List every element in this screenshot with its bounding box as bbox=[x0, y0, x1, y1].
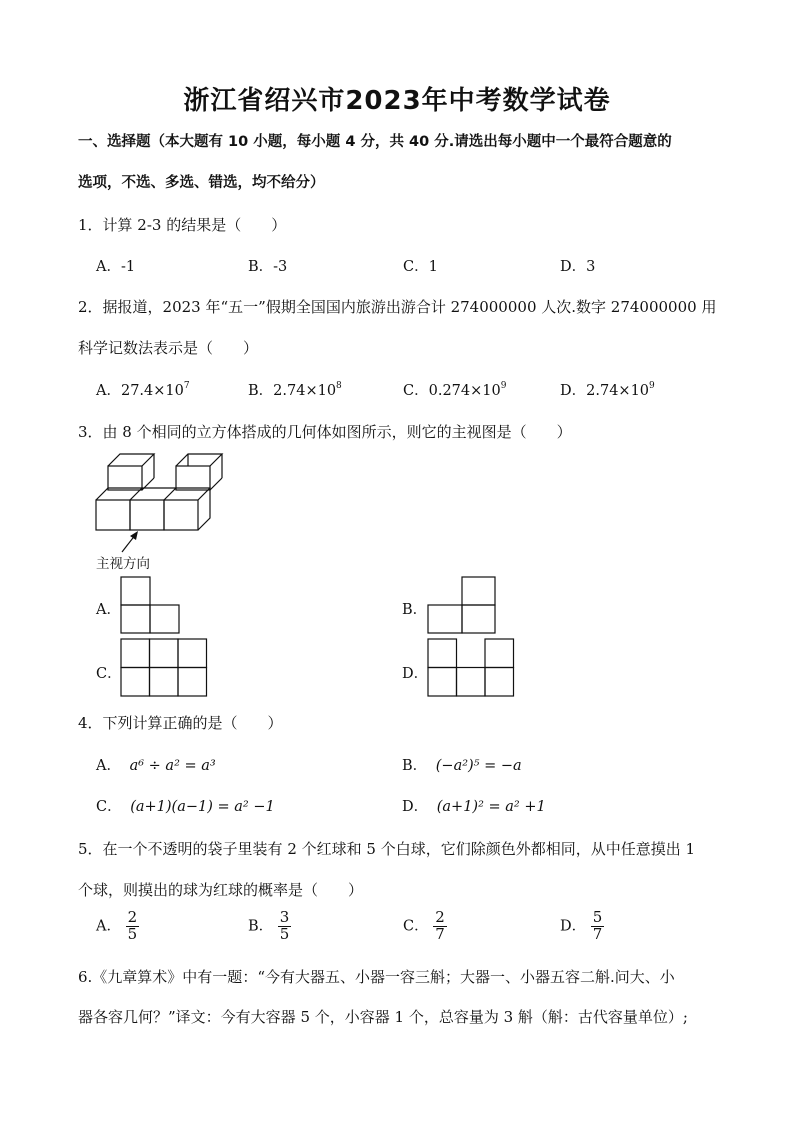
q4-option-b-label: B． bbox=[402, 758, 428, 774]
section-header-line1: 一、选择题（本大题有 10 小题，每小题 4 分，共 40 分.请选出每小题中一个最符合题意的 bbox=[78, 134, 672, 150]
q2-option-b[interactable] bbox=[248, 379, 342, 400]
q2-option-c-label: C． bbox=[403, 383, 429, 399]
q5-option-a-fraction bbox=[126, 910, 140, 943]
q2-option-a[interactable] bbox=[96, 379, 190, 400]
q2-option-d-label: D． bbox=[560, 383, 587, 399]
page-title: 浙江省绍兴市2023年中考数学试卷 bbox=[183, 86, 611, 116]
q3-option-c-diagram[interactable] bbox=[120, 638, 210, 700]
q5-option-d-fraction bbox=[591, 910, 605, 943]
q4-option-a-label: A． bbox=[96, 758, 121, 774]
q3-option-d-diagram[interactable] bbox=[427, 638, 519, 700]
q5-option-a-denominator: 5 bbox=[127, 924, 138, 943]
q4-option-d-expression: (a+1)² = a² +1 bbox=[436, 799, 546, 815]
q3-option-c-label[interactable]: C． bbox=[96, 666, 122, 682]
q5-option-d[interactable] bbox=[560, 910, 604, 943]
question-2-stem-line1: 2．据报道，2023 年“五一”假期全国国内旅游出游合计 274000000 人次.数字 274000000 用 bbox=[78, 298, 717, 316]
q5-option-d-label: D． bbox=[560, 918, 587, 935]
q5-option-b-denominator: 5 bbox=[279, 924, 290, 943]
question-4-stem: 4．下列计算正确的是（ ） bbox=[78, 714, 283, 732]
q5-option-b[interactable] bbox=[248, 910, 291, 943]
q3-option-b-diagram[interactable] bbox=[427, 576, 501, 636]
question-6-stem-line2: 器各容几何？”译文：今有大容器 5 个，小容器 1 个，总容量为 3 斛（斛：古代容量单位）; bbox=[78, 1008, 688, 1026]
q2-option-d[interactable] bbox=[560, 379, 655, 400]
q5-option-b-label: B． bbox=[248, 918, 274, 935]
q1-option-c[interactable]: C．1 bbox=[403, 259, 438, 275]
q5-option-a[interactable] bbox=[96, 910, 139, 943]
q5-option-c-fraction bbox=[433, 910, 447, 943]
q5-option-c-label: C． bbox=[403, 918, 429, 935]
q4-option-d[interactable] bbox=[402, 795, 546, 816]
q4-option-c-label: C． bbox=[96, 799, 122, 815]
q2-option-b-label: B． bbox=[248, 383, 274, 399]
q2-option-a-label: A． bbox=[96, 383, 121, 399]
q5-option-a-numerator: 2 bbox=[127, 908, 138, 926]
q4-option-b-expression: (−a²)⁵ = −a bbox=[435, 758, 522, 774]
question-1-stem: 1．计算 2-3 的结果是（ ） bbox=[78, 216, 287, 234]
q5-option-b-numerator: 3 bbox=[279, 908, 290, 926]
q3-option-b-label[interactable]: B． bbox=[402, 602, 428, 618]
q2-option-a-exponent: 7 bbox=[183, 381, 190, 391]
q2-option-d-mantissa: 2.74×10 bbox=[586, 383, 650, 399]
q5-option-d-denominator: 7 bbox=[592, 924, 603, 943]
q5-option-b-fraction bbox=[278, 910, 292, 943]
question-5-stem-line1: 5．在一个不透明的袋子里装有 2 个红球和 5 个白球，它们除颜色外都相同，从中任意摸出 1 bbox=[78, 840, 696, 858]
q1-option-a[interactable]: A．-1 bbox=[96, 259, 136, 275]
q4-option-a[interactable] bbox=[96, 754, 216, 775]
q2-option-c-exponent: 9 bbox=[500, 381, 507, 391]
question-2-stem-line2: 科学记数法表示是（ ） bbox=[78, 339, 259, 357]
q5-option-a-label: A． bbox=[96, 918, 121, 935]
question-5-stem-line2: 个球，则摸出的球为红球的概率是（ ） bbox=[78, 881, 364, 899]
q2-option-c[interactable] bbox=[403, 379, 506, 400]
q4-option-a-expression: a⁶ ÷ a² = a³ bbox=[129, 758, 216, 774]
q1-option-b[interactable]: B．-3 bbox=[248, 259, 288, 275]
question-3-stem: 3．由 8 个相同的立方体搭成的几何体如图所示，则它的主视图是（ ） bbox=[78, 423, 572, 441]
q5-option-d-numerator: 5 bbox=[592, 908, 603, 926]
q2-option-b-mantissa: 2.74×10 bbox=[273, 383, 337, 399]
q3-figure-caption: 主视方向 bbox=[96, 556, 150, 572]
q2-option-b-exponent: 8 bbox=[336, 381, 342, 391]
q3-cube-figure bbox=[92, 452, 232, 562]
q5-option-c[interactable] bbox=[403, 910, 447, 943]
q3-option-d-label[interactable]: D． bbox=[402, 666, 429, 682]
q2-option-a-mantissa: 27.4×10 bbox=[120, 383, 184, 399]
q5-option-c-numerator: 2 bbox=[435, 908, 445, 926]
q4-option-c[interactable] bbox=[96, 795, 275, 816]
q2-option-d-exponent: 9 bbox=[649, 381, 655, 391]
q2-option-c-mantissa: 0.274×10 bbox=[428, 383, 501, 399]
q1-option-d[interactable]: D．3 bbox=[560, 259, 596, 275]
q4-option-c-expression: (a+1)(a−1) = a² −1 bbox=[130, 799, 275, 815]
question-6-stem-line1: 6.《九章算术》中有一题：“今有大器五、小器一容三斛；大器一、小器五容二斛.问大、小 bbox=[78, 968, 675, 986]
q4-option-d-label: D． bbox=[402, 799, 429, 815]
section-header-line2: 选项，不选、多选、错选，均不给分） bbox=[78, 175, 325, 191]
q3-option-a-label[interactable]: A． bbox=[96, 602, 121, 618]
q5-option-c-denominator: 7 bbox=[435, 924, 445, 943]
q3-option-a-diagram[interactable] bbox=[120, 576, 184, 636]
q4-option-b[interactable] bbox=[402, 754, 522, 775]
